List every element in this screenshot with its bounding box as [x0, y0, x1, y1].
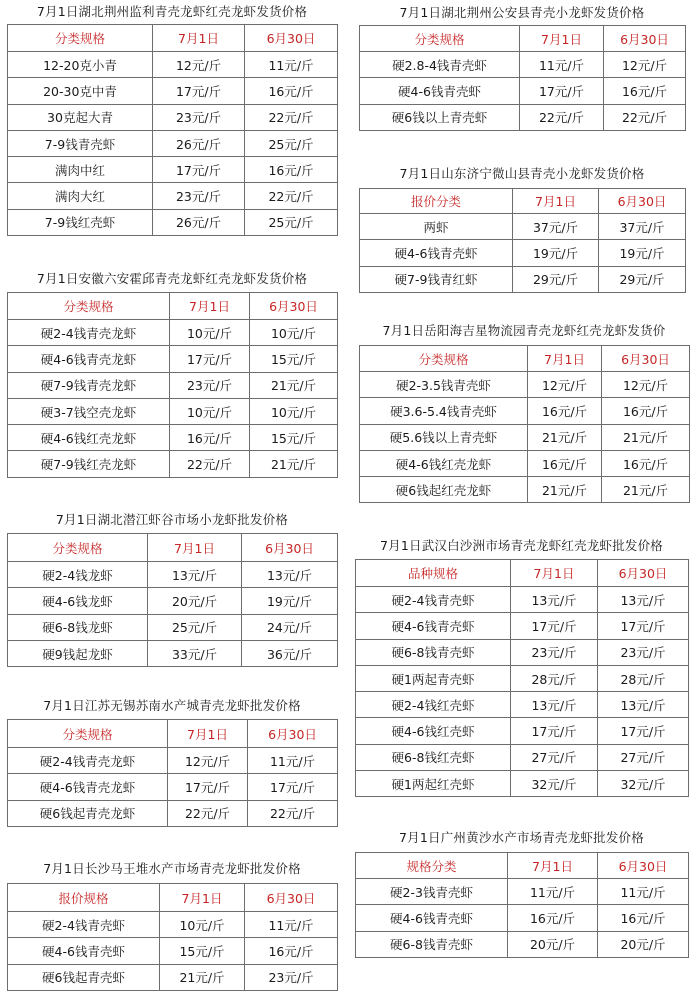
header-row [356, 853, 689, 879]
cell-price-today: 17元/斤 [153, 78, 245, 104]
cell-price-prev: 16元/斤 [604, 78, 686, 104]
table-row [360, 240, 686, 266]
table-title: 7月1日岳阳海吉星物流园青壳龙虾红壳龙虾发货价 [382, 323, 666, 338]
cell-spec: 硬4-6钱红壳龙虾 [360, 450, 528, 476]
table-row [8, 209, 338, 235]
table-row [356, 665, 689, 691]
table-row [360, 398, 690, 424]
cell-price-prev: 29元/斤 [599, 266, 686, 292]
cell-price-today: 17元/斤 [168, 774, 248, 800]
cell-price-today: 37元/斤 [513, 214, 599, 240]
header-row [360, 26, 686, 52]
cell-spec: 两虾 [360, 214, 513, 240]
table-row [360, 52, 686, 78]
cell-price-today: 17元/斤 [511, 613, 598, 639]
cell-price-today: 17元/斤 [170, 346, 250, 372]
header-spec: 分类规格 [8, 25, 153, 52]
table-row [8, 104, 338, 130]
cell-price-prev: 17元/斤 [598, 613, 689, 639]
header-row [8, 534, 338, 562]
cell-price-prev: 19元/斤 [242, 588, 338, 614]
cell-price-today: 16元/斤 [528, 398, 602, 424]
cell-price-prev: 16元/斤 [245, 938, 338, 964]
cell-spec: 7-9钱红壳虾 [8, 209, 153, 235]
header-date-1: 7月1日 [148, 534, 242, 562]
cell-price-today: 11元/斤 [508, 879, 598, 905]
table-title: 7月1日湖北荆州监利青壳龙虾红壳龙虾发货价格 [36, 4, 308, 19]
cell-price-prev: 27元/斤 [598, 744, 689, 770]
cell-spec: 硬6-8钱青壳虾 [356, 931, 508, 957]
table-title: 7月1日山东济宁微山县青壳小龙虾发货价格 [399, 166, 645, 181]
price-table [359, 25, 686, 131]
header-row [8, 25, 338, 52]
price-table [355, 559, 689, 797]
cell-price-prev: 23元/斤 [598, 639, 689, 665]
cell-spec: 硬6钱起青壳龙虾 [8, 800, 168, 826]
cell-price-today: 26元/斤 [153, 130, 245, 156]
header-date-1: 7月1日 [168, 720, 248, 748]
cell-price-prev: 10元/斤 [250, 320, 338, 346]
cell-spec: 硬5.6钱以上青壳虾 [360, 424, 528, 450]
cell-spec: 硬4-6钱青壳龙虾 [8, 346, 170, 372]
cell-price-prev: 15元/斤 [250, 425, 338, 451]
table-row [8, 640, 338, 666]
table-row [356, 879, 689, 905]
header-date-2: 6月30日 [604, 26, 686, 52]
header-spec: 品种规格 [356, 560, 511, 587]
cell-spec: 硬6钱以上青壳虾 [360, 104, 520, 130]
cell-price-prev: 13元/斤 [598, 692, 689, 718]
price-table-qianjiang [7, 507, 337, 667]
price-table [355, 852, 689, 958]
price-table [7, 719, 338, 827]
table-row [8, 562, 338, 588]
cell-price-prev: 20元/斤 [598, 931, 689, 957]
cell-price-today: 22元/斤 [170, 451, 250, 477]
cell-price-today: 25元/斤 [148, 614, 242, 640]
cell-spec: 硬6-8钱青壳虾 [356, 639, 511, 665]
cell-price-prev: 17元/斤 [248, 774, 338, 800]
price-table [7, 883, 338, 991]
cell-spec: 硬9钱起龙虾 [8, 640, 148, 666]
table-row [360, 450, 690, 476]
cell-price-today: 21元/斤 [160, 964, 245, 990]
cell-price-today: 10元/斤 [170, 320, 250, 346]
cell-price-today: 15元/斤 [160, 938, 245, 964]
cell-price-today: 21元/斤 [528, 424, 602, 450]
cell-price-prev: 16元/斤 [245, 157, 338, 183]
cell-price-today: 33元/斤 [148, 640, 242, 666]
cell-price-prev: 12元/斤 [604, 52, 686, 78]
cell-spec: 硬2-4钱青壳龙虾 [8, 320, 170, 346]
table-row [356, 905, 689, 931]
cell-spec: 硬2.8-4钱青壳虾 [360, 52, 520, 78]
header-spec: 报价分类 [360, 189, 513, 214]
header-date-1: 7月1日 [508, 853, 598, 879]
cell-spec: 硬2-4钱龙虾 [8, 562, 148, 588]
header-date-2: 6月30日 [245, 25, 338, 52]
cell-price-prev: 25元/斤 [245, 130, 338, 156]
header-date-2: 6月30日 [250, 293, 338, 320]
cell-price-prev: 36元/斤 [242, 640, 338, 666]
cell-spec: 硬4-6钱龙虾 [8, 588, 148, 614]
cell-price-prev: 24元/斤 [242, 614, 338, 640]
header-spec: 分类规格 [8, 720, 168, 748]
table-row [8, 588, 338, 614]
cell-price-today: 16元/斤 [528, 450, 602, 476]
cell-price-today: 13元/斤 [511, 587, 598, 613]
header-row [8, 293, 338, 320]
table-row [356, 587, 689, 613]
cell-spec: 硬4-6钱青壳龙虾 [8, 774, 168, 800]
cell-price-prev: 16元/斤 [602, 398, 690, 424]
cell-spec: 硬6钱起青壳虾 [8, 964, 160, 990]
table-row [360, 477, 690, 503]
cell-price-prev: 19元/斤 [599, 240, 686, 266]
cell-price-prev: 32元/斤 [598, 771, 689, 797]
price-table [359, 188, 686, 293]
table-row [8, 78, 338, 104]
cell-price-today: 12元/斤 [168, 748, 248, 774]
table-row [8, 320, 338, 346]
table-title: 7月1日湖北荆州公安县青壳小龙虾发货价格 [399, 5, 645, 20]
price-table-changsha-mawangdui [7, 855, 337, 991]
table-row [356, 613, 689, 639]
cell-spec: 7-9钱青壳虾 [8, 130, 153, 156]
header-date-1: 7月1日 [153, 25, 245, 52]
cell-price-today: 10元/斤 [170, 398, 250, 424]
header-spec: 分类规格 [8, 293, 170, 320]
header-date-2: 6月30日 [598, 560, 689, 587]
price-table [359, 345, 690, 503]
cell-price-prev: 16元/斤 [598, 905, 689, 931]
table-row [8, 157, 338, 183]
cell-spec: 硬6-8钱龙虾 [8, 614, 148, 640]
table-row [8, 938, 338, 964]
header-date-2: 6月30日 [598, 853, 689, 879]
header-date-2: 6月30日 [599, 189, 686, 214]
cell-price-today: 12元/斤 [153, 52, 245, 78]
cell-spec: 硬1两起红壳虾 [356, 771, 511, 797]
header-date-1: 7月1日 [170, 293, 250, 320]
table-row [8, 346, 338, 372]
header-spec: 规格分类 [356, 853, 508, 879]
table-row [8, 130, 338, 156]
cell-price-prev: 11元/斤 [245, 912, 338, 938]
header-spec: 分类规格 [360, 346, 528, 372]
cell-price-today: 23元/斤 [153, 183, 245, 209]
cell-price-prev: 21元/斤 [250, 451, 338, 477]
cell-spec: 30克起大青 [8, 104, 153, 130]
cell-price-today: 22元/斤 [520, 104, 604, 130]
price-table [7, 292, 338, 478]
table-row [8, 774, 338, 800]
cell-spec: 硬2-4钱红壳虾 [356, 692, 511, 718]
cell-price-prev: 11元/斤 [248, 748, 338, 774]
table-row [8, 398, 338, 424]
table-title: 7月1日长沙马王堆水产市场青壳龙虾批发价格 [43, 861, 301, 876]
cell-spec: 硬2-4钱青壳龙虾 [8, 748, 168, 774]
cell-price-prev: 15元/斤 [250, 346, 338, 372]
table-row [8, 52, 338, 78]
header-date-2: 6月30日 [245, 884, 338, 912]
cell-spec: 硬4-6钱青壳虾 [356, 905, 508, 931]
price-table-luan-huoqiu [7, 266, 337, 478]
table-row [356, 771, 689, 797]
cell-price-today: 26元/斤 [153, 209, 245, 235]
cell-price-today: 17元/斤 [511, 718, 598, 744]
cell-price-today: 28元/斤 [511, 665, 598, 691]
cell-price-prev: 23元/斤 [245, 964, 338, 990]
price-table-yueyang-haijixing [359, 317, 689, 503]
table-title: 7月1日湖北潜江虾谷市场小龙虾批发价格 [55, 512, 289, 527]
cell-price-today: 12元/斤 [528, 372, 602, 398]
cell-price-prev: 13元/斤 [242, 562, 338, 588]
cell-spec: 硬2-3.5钱青壳虾 [360, 372, 528, 398]
cell-price-today: 10元/斤 [160, 912, 245, 938]
price-table [7, 24, 338, 236]
table-row [360, 104, 686, 130]
cell-spec: 20-30克中青 [8, 78, 153, 104]
cell-spec: 硬4-6钱青壳虾 [360, 78, 520, 104]
table-title: 7月1日广州黄沙水产市场青壳龙虾批发价格 [399, 830, 644, 845]
cell-price-today: 23元/斤 [153, 104, 245, 130]
table-row [356, 931, 689, 957]
cell-spec: 硬7-9钱红壳龙虾 [8, 451, 170, 477]
cell-price-today: 23元/斤 [511, 639, 598, 665]
cell-price-prev: 28元/斤 [598, 665, 689, 691]
cell-spec: 硬4-6钱青壳虾 [360, 240, 513, 266]
cell-price-today: 16元/斤 [508, 905, 598, 931]
table-row [356, 718, 689, 744]
table-row [8, 614, 338, 640]
cell-price-today: 16元/斤 [170, 425, 250, 451]
table-row [8, 964, 338, 990]
cell-price-today: 23元/斤 [170, 372, 250, 398]
table-row [8, 800, 338, 826]
cell-price-today: 13元/斤 [511, 692, 598, 718]
cell-spec: 12-20克小青 [8, 52, 153, 78]
cell-spec: 硬2-4钱青壳虾 [8, 912, 160, 938]
table-row [360, 266, 686, 292]
cell-price-prev: 11元/斤 [245, 52, 338, 78]
header-date-2: 6月30日 [248, 720, 338, 748]
header-spec: 报价规格 [8, 884, 160, 912]
price-table-jingzhou-gongan [359, 0, 685, 131]
cell-price-today: 20元/斤 [148, 588, 242, 614]
cell-spec: 硬3-7钱空壳龙虾 [8, 398, 170, 424]
table-row [8, 183, 338, 209]
cell-spec: 硬2-3钱青壳虾 [356, 879, 508, 905]
cell-price-today: 22元/斤 [168, 800, 248, 826]
cell-spec: 硬4-6钱红壳虾 [356, 718, 511, 744]
table-title: 7月1日江苏无锡苏南水产城青壳龙虾批发价格 [43, 698, 301, 713]
cell-price-today: 17元/斤 [153, 157, 245, 183]
header-date-1: 7月1日 [520, 26, 604, 52]
cell-price-today: 21元/斤 [528, 477, 602, 503]
cell-price-today: 29元/斤 [513, 266, 599, 292]
cell-price-prev: 10元/斤 [250, 398, 338, 424]
price-table-jingzhou-jianli [7, 0, 337, 236]
cell-price-prev: 16元/斤 [245, 78, 338, 104]
cell-price-prev: 22元/斤 [248, 800, 338, 826]
table-row [356, 744, 689, 770]
header-row [360, 189, 686, 214]
table-row [360, 214, 686, 240]
header-date-2: 6月30日 [602, 346, 690, 372]
cell-price-prev: 13元/斤 [598, 587, 689, 613]
cell-price-prev: 16元/斤 [602, 450, 690, 476]
cell-price-prev: 22元/斤 [604, 104, 686, 130]
header-date-1: 7月1日 [160, 884, 245, 912]
cell-spec: 硬7-9钱青红虾 [360, 266, 513, 292]
cell-price-prev: 22元/斤 [245, 104, 338, 130]
cell-spec: 满肉中红 [8, 157, 153, 183]
cell-spec: 硬4-6钱青壳虾 [356, 613, 511, 639]
cell-spec: 满肉大红 [8, 183, 153, 209]
header-spec: 分类规格 [360, 26, 520, 52]
price-table-jining-weishan [359, 160, 685, 293]
cell-price-today: 32元/斤 [511, 771, 598, 797]
cell-price-today: 17元/斤 [520, 78, 604, 104]
table-row [8, 912, 338, 938]
table-row [356, 639, 689, 665]
cell-price-prev: 21元/斤 [250, 372, 338, 398]
table-row [356, 692, 689, 718]
cell-price-prev: 21元/斤 [602, 424, 690, 450]
price-table-wuhan-baishazhou [355, 533, 688, 797]
cell-spec: 硬3.6-5.4钱青壳虾 [360, 398, 528, 424]
cell-spec: 硬2-4钱青壳虾 [356, 587, 511, 613]
header-date-1: 7月1日 [513, 189, 599, 214]
cell-spec: 硬6钱起红壳龙虾 [360, 477, 528, 503]
table-row [360, 78, 686, 104]
header-spec: 分类规格 [8, 534, 148, 562]
cell-spec: 硬6-8钱红壳虾 [356, 744, 511, 770]
header-row [8, 884, 338, 912]
cell-spec: 硬4-6钱红壳龙虾 [8, 425, 170, 451]
table-title: 7月1日武汉白沙洲市场青壳龙虾红壳龙虾批发价格 [379, 538, 663, 553]
cell-price-prev: 11元/斤 [598, 879, 689, 905]
cell-price-prev: 17元/斤 [598, 718, 689, 744]
cell-price-prev: 22元/斤 [245, 183, 338, 209]
cell-price-today: 13元/斤 [148, 562, 242, 588]
price-table [7, 533, 338, 667]
cell-spec: 硬4-6钱青壳虾 [8, 938, 160, 964]
header-date-1: 7月1日 [528, 346, 602, 372]
header-row [8, 720, 338, 748]
table-row [360, 372, 690, 398]
header-row [360, 346, 690, 372]
header-date-1: 7月1日 [511, 560, 598, 587]
cell-price-today: 19元/斤 [513, 240, 599, 266]
table-row [8, 425, 338, 451]
table-title: 7月1日安徽六安霍邱青壳龙虾红壳龙虾发货价格 [36, 271, 308, 286]
price-table-wuxi-sunan [7, 693, 337, 827]
cell-spec: 硬1两起青壳虾 [356, 665, 511, 691]
cell-price-prev: 37元/斤 [599, 214, 686, 240]
table-row [8, 748, 338, 774]
cell-price-today: 27元/斤 [511, 744, 598, 770]
cell-price-prev: 21元/斤 [602, 477, 690, 503]
table-row [360, 424, 690, 450]
table-row [8, 451, 338, 477]
cell-price-prev: 25元/斤 [245, 209, 338, 235]
table-row [8, 372, 338, 398]
price-table-guangzhou-huangsha [355, 824, 688, 958]
cell-price-prev: 12元/斤 [602, 372, 690, 398]
header-date-2: 6月30日 [242, 534, 338, 562]
cell-spec: 硬7-9钱青壳龙虾 [8, 372, 170, 398]
cell-price-today: 11元/斤 [520, 52, 604, 78]
cell-price-today: 20元/斤 [508, 931, 598, 957]
header-row [356, 560, 689, 587]
